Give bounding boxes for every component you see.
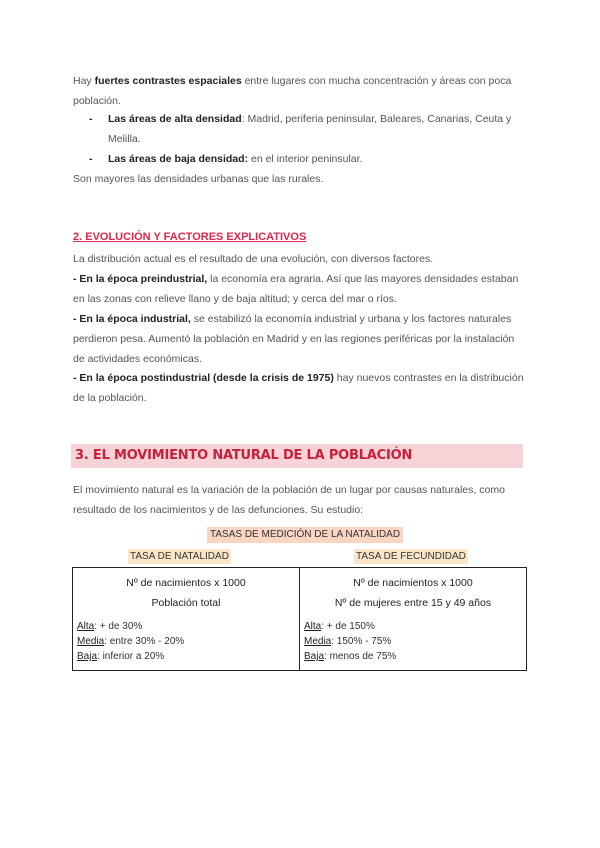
fecundidad-levels [304, 619, 522, 664]
intro-bold: fuertes contrastes espaciales [94, 75, 242, 87]
level-value: : inferior a 20% [97, 651, 165, 662]
level-value: : + de 150% [321, 621, 375, 632]
list-item [89, 149, 529, 169]
level-value: : menos de 75% [324, 651, 397, 662]
level-name: Baja [77, 651, 98, 662]
intro-paragraph [73, 71, 528, 111]
level-value: : 150% - 75% [331, 636, 392, 647]
fecundidad-cell [300, 568, 527, 671]
level-name: Alta [77, 621, 95, 632]
bullet-dash: - [89, 153, 93, 165]
level-item [77, 634, 295, 649]
level-value: : entre 30% - 20% [104, 636, 185, 647]
natalidad-denominator: Población total [151, 597, 221, 609]
bullet-text: en el interior peninsular. [248, 153, 363, 165]
intro-post: entre lugares con mucha concentración y áreas con poca población. [73, 75, 512, 107]
section2-lead: La distribución actual es el resultado de una evolución, con diversos factores. [73, 253, 434, 265]
section2-item-industrial [73, 309, 528, 369]
natalidad-cell [73, 568, 300, 671]
section3-lead: El movimiento natural es la variación de la población de un lugar por causas naturales, como resultado de los nacimientos y de las defunciones. Su estudio: [73, 484, 505, 516]
level-name: Media [304, 636, 332, 647]
section2-item-preindustrial [73, 269, 528, 309]
section3-heading: 3. EL MOVIMIENTO NATURAL DE LA POBLACIÓN [71, 444, 523, 468]
level-item [304, 634, 522, 649]
bullet-bold: Las áreas de alta densidad [108, 113, 242, 125]
level-item [77, 649, 295, 664]
intro-pre: Hay [73, 75, 95, 87]
item-bold: - En la época postindustrial (desde la crisis de 1975) [73, 372, 334, 384]
level-name: Alta [304, 621, 322, 632]
intro-note: Son mayores las densidades urbanas que las rurales. [73, 173, 324, 185]
column-label-natalidad: TASA DE NATALIDAD [130, 551, 229, 562]
list-item [89, 109, 529, 149]
item-text: se estabilizó la economía industrial y urbana y los factores naturales perdieron pesa. Aumentó la población en Madrid y en las regiones periféricas por la instalación de actividades económicas. [73, 313, 515, 365]
item-text: la economía era agraria. Así que las mayores densidades estaban en las zonas con relieve llano y de baja altitud; y cerca del mar o ríos. [73, 273, 519, 305]
section2-heading: 2. EVOLUCIÓN Y FACTORES EXPLICATIVOS [73, 231, 307, 243]
item-bold: - En la época preindustrial, [73, 273, 208, 285]
level-value: : + de 30% [94, 621, 143, 632]
rates-table [72, 567, 527, 671]
level-item [77, 619, 295, 634]
bullet-dash: - [89, 113, 93, 125]
item-bold: - En la época industrial, [73, 313, 191, 325]
natalidad-levels [77, 619, 295, 664]
column-label-fecundidad: TASA DE FECUNDIDAD [356, 551, 466, 562]
density-list [89, 109, 529, 169]
section2-item-postindustrial [73, 368, 528, 408]
bullet-bold: Las áreas de baja densidad: [108, 153, 249, 165]
level-name: Baja [304, 651, 325, 662]
table-row [73, 568, 527, 671]
table-title: TASAS DE MEDICIÓN DE LA NATALIDAD [207, 527, 403, 543]
level-item [304, 649, 522, 664]
bullet-text: : Madrid, periferia peninsular, Baleares, Canarias, Ceuta y Melilla. [108, 113, 512, 145]
natalidad-numerator: Nº de nacimientos x 1000 [126, 577, 246, 589]
fecundidad-numerator: Nº de nacimientos x 1000 [353, 577, 473, 589]
item-text: hay nuevos contrastes en la distribución de la población. [73, 372, 524, 404]
fecundidad-denominator: Nº de mujeres entre 15 y 49 años [334, 597, 492, 609]
level-item [304, 619, 522, 634]
level-name: Media [77, 636, 105, 647]
